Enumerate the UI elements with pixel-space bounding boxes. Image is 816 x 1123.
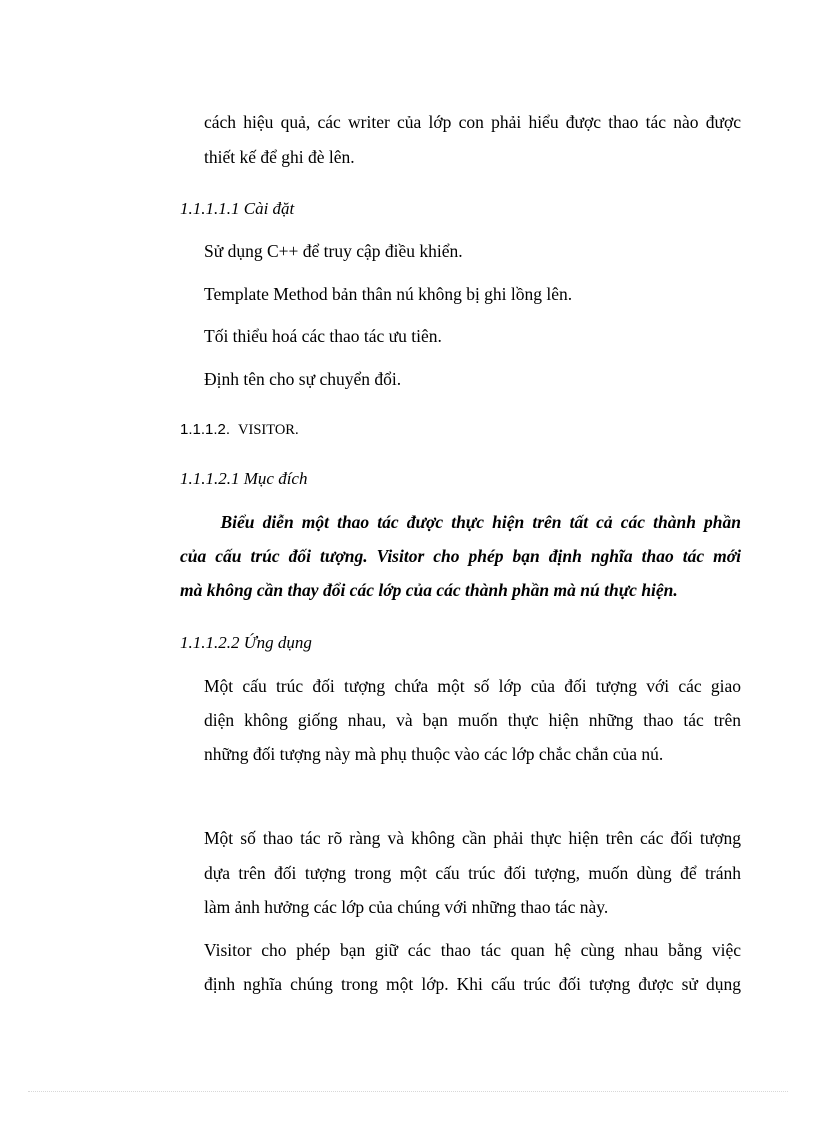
caidat-item-1: Sử dụng C++ để truy cập điều khiển. — [204, 241, 463, 261]
ungdung-p2-line1: Một số thao tác rõ ràng và không cần phải thực hiện trên các đối tượng — [204, 828, 741, 848]
heading-visitor-title: VISITOR. — [238, 422, 299, 438]
ungdung-p1-line2: diện không giống nhau, và bạn muốn thực hiện những thao tác trên — [204, 710, 741, 730]
heading-visitor-number: 1.1.1.2. — [180, 421, 231, 438]
ungdung-p2-line3: làm ảnh hưởng các lớp của chúng với những thao tác này. — [204, 897, 609, 917]
mucdich-line-3: mà không cần thay đổi các lớp của các thành phần mà nú thực hiện. — [180, 580, 678, 600]
ungdung-p3-line2: định nghĩa chúng trong một lớp. Khi cấu trúc đối tượng được sử dụng — [204, 974, 741, 994]
page-bottom-rule — [28, 1091, 788, 1092]
ungdung-p1-line1: Một cấu trúc đối tượng chứa một số lớp của đối tượng với các giao — [204, 676, 741, 696]
caidat-item-3: Tối thiểu hoá các thao tác ưu tiên. — [204, 326, 442, 346]
para1-line2: thiết kế để ghi đè lên. — [204, 147, 355, 167]
caidat-item-2: Template Method bản thân nú không bị ghi lồng lên. — [204, 284, 573, 304]
caidat-item-4: Định tên cho sự chuyển đổi. — [204, 369, 402, 389]
ungdung-p2-line2: dựa trên đối tượng trong một cấu trúc đối tượng, muốn dùng để tránh — [204, 863, 741, 883]
heading-cai-dat: 1.1.1.1.1 Cài đặt — [180, 199, 295, 218]
ungdung-p1-line3: những đối tượng này mà phụ thuộc vào các lớp chắc chắn của nú. — [204, 744, 664, 764]
heading-ung-dung: 1.1.1.2.2 Ứng dụng — [180, 633, 312, 652]
ungdung-p3-line1: Visitor cho phép bạn giữ các thao tác quan hệ cùng nhau bằng việc — [204, 940, 741, 960]
mucdich-line-1: Biểu diễn một thao tác được thực hiện trên tất cả các thành phần — [180, 512, 741, 532]
heading-visitor — [180, 419, 299, 441]
para1-line1: cách hiệu quả, các writer của lớp con phải hiểu được thao tác nào được — [204, 112, 741, 132]
heading-muc-dich: 1.1.1.2.1 Mục đích — [180, 469, 308, 488]
mucdich-line-2: của cấu trúc đối tượng. Visitor cho phép bạn định nghĩa thao tác mới — [180, 546, 741, 566]
